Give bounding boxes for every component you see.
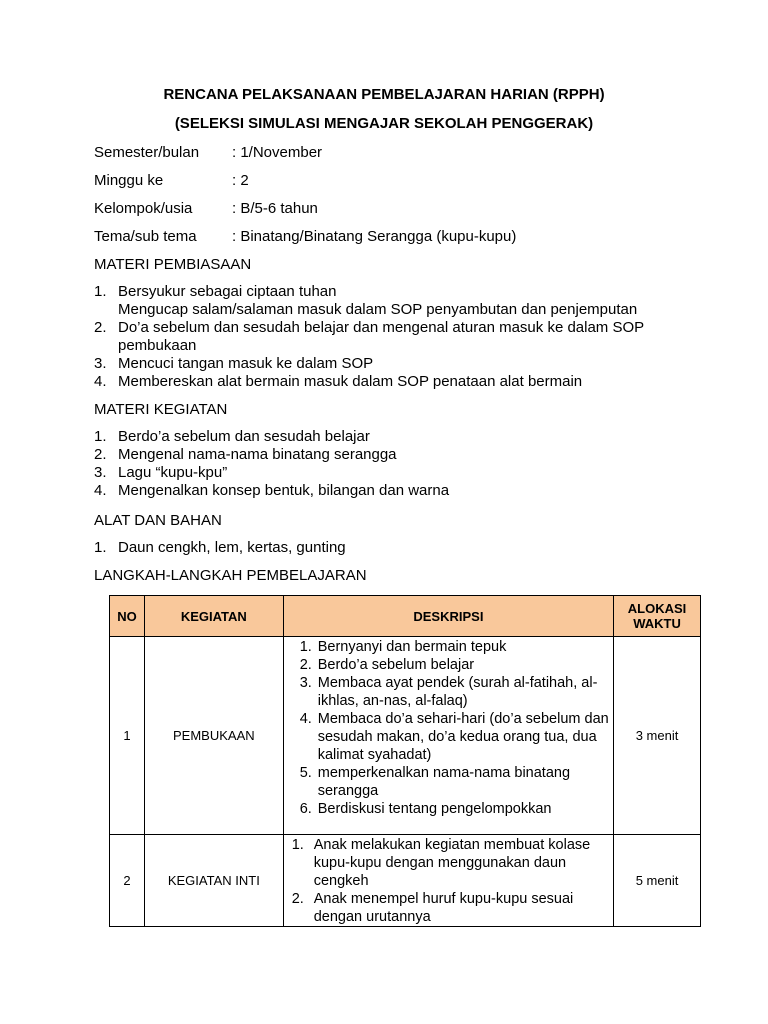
- list-item: [94, 355, 694, 373]
- header-alokasi-line2: WAKTU: [633, 616, 681, 631]
- list-item: [94, 482, 694, 500]
- list-text: Mengenalkan konsep bentuk, bilangan dan warna: [118, 482, 450, 499]
- list-text: Berdo’a sebelum dan sesudah belajar: [118, 428, 370, 445]
- desc-text: Anak melakukan kegiatan membuat kolase kupu-kupu dengan menggunakan daun cengkeh: [313, 837, 591, 889]
- desc-item: [284, 890, 609, 926]
- info-row-minggu: [94, 172, 249, 190]
- desc-item: [284, 764, 609, 800]
- desc-item: [284, 710, 609, 764]
- table-header-row: [110, 596, 701, 637]
- table-row: [110, 637, 701, 835]
- list-text: Lagu “kupu-kpu”: [118, 464, 228, 481]
- list-text: Mencuci tangan masuk ke dalam SOP: [118, 355, 374, 372]
- heading-langkah: LANGKAH-LANGKAH PEMBELAJARAN: [94, 567, 367, 584]
- header-alokasi: [614, 596, 701, 637]
- list-number: 4.: [94, 373, 107, 390]
- info-value: : 2: [232, 172, 249, 189]
- list-number: 2.: [94, 319, 107, 336]
- desc-number: 1.: [299, 639, 312, 655]
- info-key: Tema/sub tema: [94, 228, 197, 245]
- desc-text: Membaca ayat pendek (surah al-fatihah, al-ikhlas, an-nas, al-falaq): [317, 675, 598, 709]
- cell-kegiatan: PEMBUKAAN: [144, 637, 283, 835]
- list-item: [94, 539, 694, 557]
- list-item: [94, 428, 694, 446]
- desc-text: Berdo’a sebelum belajar: [317, 657, 475, 673]
- heading-alat-bahan: ALAT DAN BAHAN: [94, 512, 222, 529]
- info-row-kelompok: [94, 200, 318, 218]
- desc-text: memperkenalkan nama-nama binatang serangga: [317, 765, 571, 799]
- desc-item: [284, 656, 609, 674]
- list-item: [94, 373, 694, 391]
- list-item: [94, 319, 694, 355]
- cell-deskripsi: [283, 637, 613, 835]
- list-text: Do’a sebelum dan sesudah belajar dan mengenal aturan masuk ke dalam SOP: [118, 319, 645, 336]
- langkah-table: [109, 595, 701, 927]
- desc-number: 1.: [291, 837, 304, 853]
- desc-text: Membaca do’a sehari-hari (do’a sebelum dan sesudah makan, do’a kedua orang tua, dua kalimat syahadat): [317, 711, 609, 763]
- desc-text: Berdiskusi tentang pengelompokkan: [317, 801, 552, 817]
- document-subtitle: (SELEKSI SIMULASI MENGAJAR SEKOLAH PENGGERAK): [174, 115, 594, 132]
- desc-text: Anak menempel huruf kupu-kupu sesuai dengan urutannya: [313, 891, 574, 925]
- list-text: Daun cengkh, lem, kertas, gunting: [118, 539, 346, 556]
- heading-materi-kegiatan: MATERI KEGIATAN: [94, 401, 228, 418]
- list-text: Bersyukur sebagai ciptaan tuhan: [118, 283, 337, 300]
- desc-number: 6.: [299, 801, 312, 817]
- info-key: Semester/bulan: [94, 144, 200, 161]
- desc-list: [284, 638, 609, 818]
- cell-waktu: 5 menit: [614, 835, 701, 927]
- list-number: 4.: [94, 482, 107, 499]
- desc-text: Bernyanyi dan bermain tepuk: [317, 639, 507, 655]
- desc-number: 5.: [299, 765, 312, 781]
- list-alat-bahan: [94, 539, 694, 557]
- desc-item: [284, 836, 609, 890]
- cell-no: 2: [110, 835, 145, 927]
- list-text: Mengenal nama-nama binatang serangga: [118, 446, 397, 463]
- desc-number: 4.: [299, 711, 312, 727]
- list-item: [94, 283, 694, 319]
- info-value: : B/5-6 tahun: [232, 200, 318, 217]
- desc-number: 2.: [291, 891, 304, 907]
- list-number: 2.: [94, 446, 107, 463]
- header-alokasi-line1: ALOKASI: [627, 601, 687, 616]
- cell-kegiatan: KEGIATAN INTI: [144, 835, 283, 927]
- list-number: 3.: [94, 464, 107, 481]
- list-text: Mengucap salam/salaman masuk dalam SOP penyambutan dan penjemputan: [118, 301, 638, 318]
- list-materi-kegiatan: [94, 428, 694, 500]
- list-number: 1.: [94, 283, 107, 300]
- list-text: Membereskan alat bermain masuk dalam SOP penataan alat bermain: [118, 373, 583, 390]
- info-row-semester: [94, 144, 322, 162]
- list-number: 1.: [94, 428, 107, 445]
- desc-list: [284, 836, 609, 926]
- heading-materi-pembiasaan: MATERI PEMBIASAAN: [94, 256, 252, 273]
- header-deskripsi: DESKRIPSI: [283, 596, 613, 637]
- list-item: [94, 464, 694, 482]
- table-row: [110, 835, 701, 927]
- info-key: Minggu ke: [94, 172, 164, 189]
- desc-item: [284, 674, 609, 710]
- document-title: RENCANA PELAKSANAAN PEMBELAJARAN HARIAN (RPPH): [163, 86, 605, 103]
- info-value: : 1/November: [232, 144, 323, 161]
- list-number: 1.: [94, 539, 107, 556]
- desc-number: 2.: [299, 657, 312, 673]
- cell-no: 1: [110, 637, 145, 835]
- list-number: 3.: [94, 355, 107, 372]
- header-kegiatan: KEGIATAN: [144, 596, 283, 637]
- cell-waktu: 3 menit: [614, 637, 701, 835]
- list-text: pembukaan: [118, 337, 197, 354]
- cell-deskripsi: [283, 835, 613, 927]
- info-value: : Binatang/Binatang Serangga (kupu-kupu): [232, 228, 517, 245]
- info-key: Kelompok/usia: [94, 200, 193, 217]
- list-materi-pembiasaan: [94, 283, 694, 391]
- info-row-tema: [94, 228, 516, 246]
- list-item: [94, 446, 694, 464]
- desc-number: 3.: [299, 675, 312, 691]
- desc-item: [284, 800, 609, 818]
- desc-item: [284, 638, 609, 656]
- header-no: NO: [110, 596, 145, 637]
